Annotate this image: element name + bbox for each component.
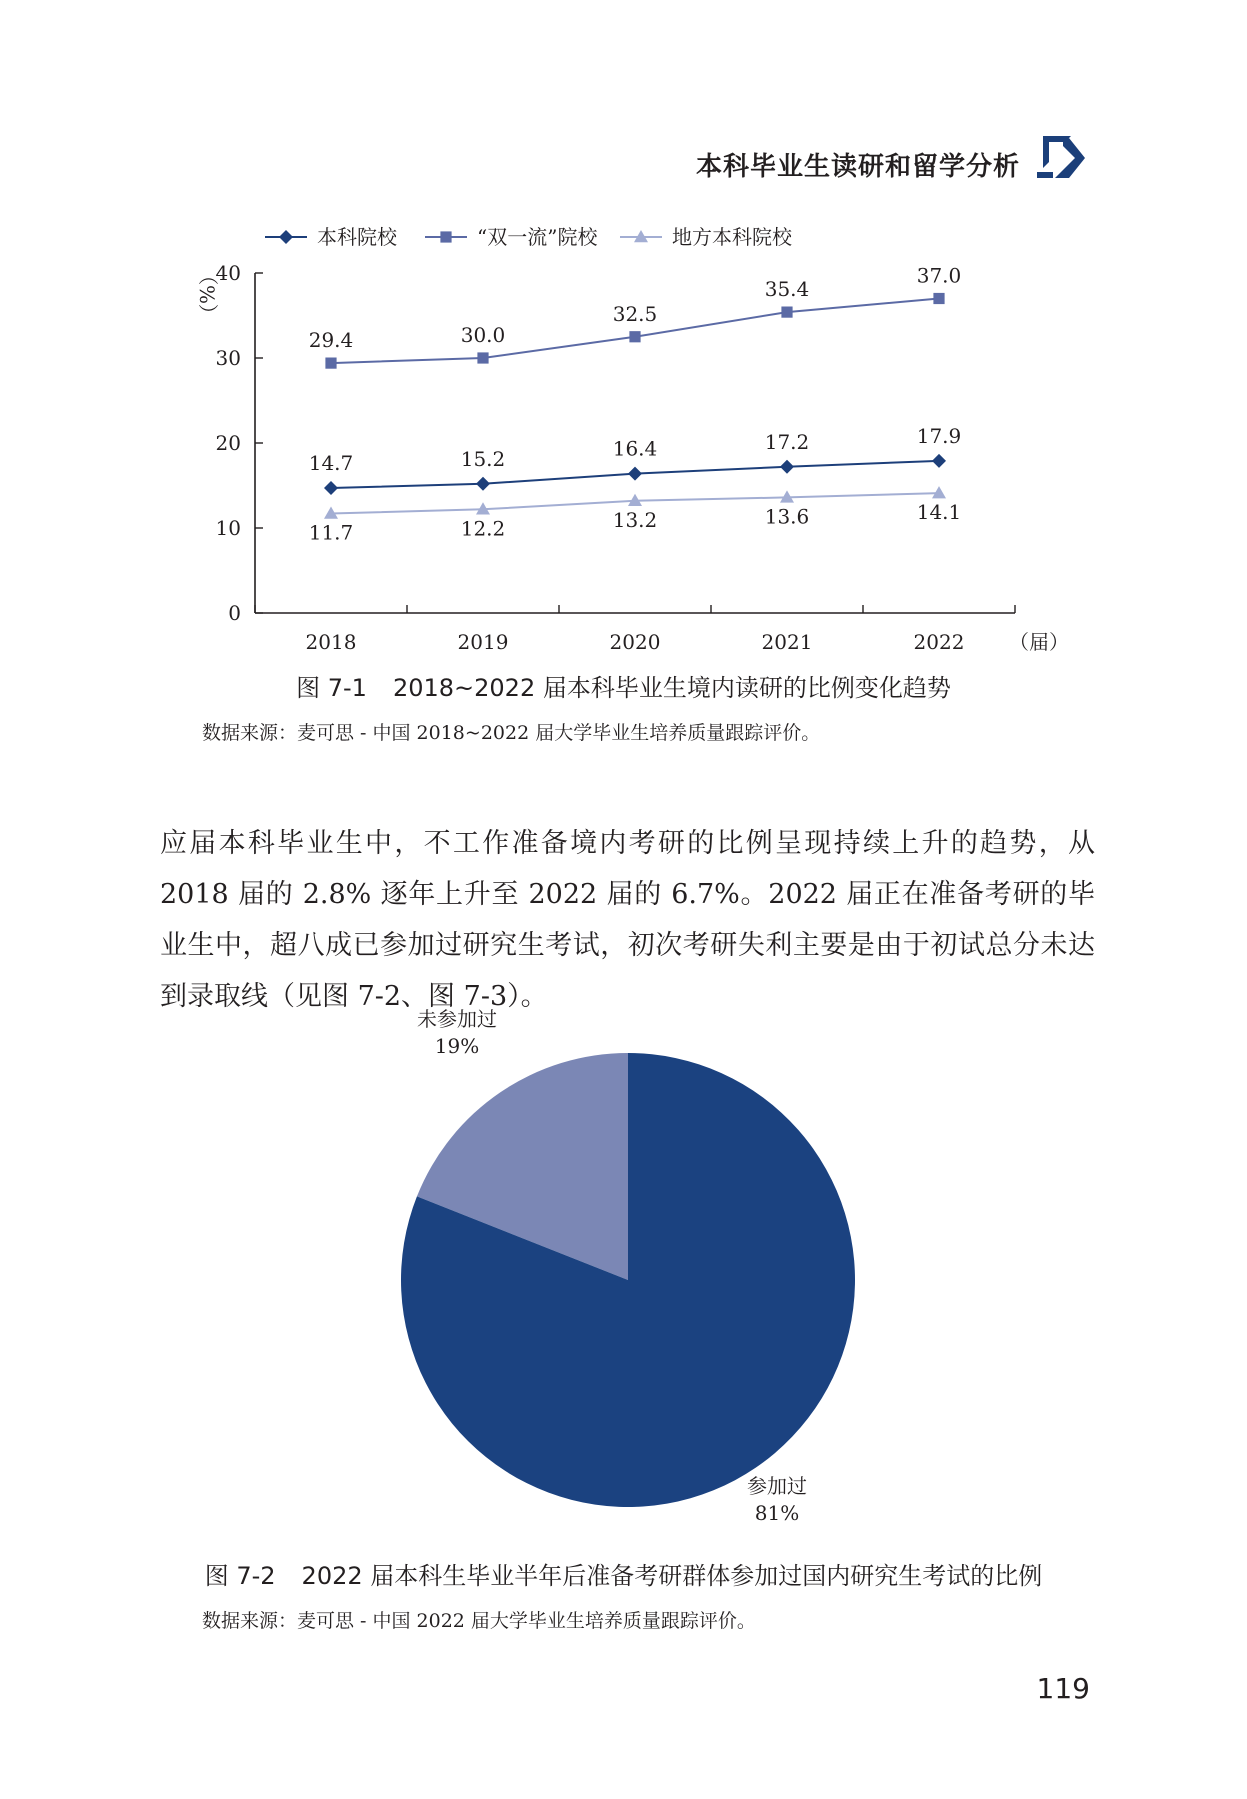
chapter-bracket-logo-icon bbox=[1035, 132, 1095, 182]
page-number: 119 bbox=[1036, 1672, 1090, 1705]
data-label: 12.2 bbox=[460, 516, 506, 541]
y-tick-label: 20 bbox=[215, 431, 241, 455]
data-label: 17.2 bbox=[764, 429, 810, 454]
legend-label-2: 地方本科院校 bbox=[672, 225, 792, 249]
data-point-0-3 bbox=[780, 460, 794, 474]
data-label: 35.4 bbox=[764, 277, 810, 302]
data-point-1-1 bbox=[477, 352, 488, 363]
x-tick-label: 2020 bbox=[609, 630, 661, 654]
pie-chart bbox=[380, 1007, 880, 1545]
data-point-0-2 bbox=[628, 467, 642, 481]
data-label: 14.7 bbox=[308, 451, 354, 476]
data-label: 15.2 bbox=[460, 446, 506, 471]
y-tick-label: 30 bbox=[215, 346, 241, 370]
data-label: 17.9 bbox=[916, 423, 962, 448]
y-axis-label: （%） bbox=[195, 265, 219, 325]
section-title: 本科毕业生读研和留学分析 bbox=[695, 152, 1020, 182]
pie-label-name-1: 参加过 bbox=[747, 1474, 807, 1498]
figure1-source: 数据来源：麦可思 - 中国 2018~2022 届大学毕业生培养质量跟踪评价。 bbox=[202, 722, 821, 744]
line-chart bbox=[180, 225, 1080, 660]
figure2-title: 2022 届本科生毕业半年后准备考研群体参加过国内研究生考试的比例 bbox=[301, 1562, 1043, 1590]
x-tick-label: 2021 bbox=[761, 630, 813, 654]
data-point-0-4 bbox=[932, 454, 946, 468]
body-paragraph: 应届本科毕业生中，不工作准备境内考研的比例呈现持续上升的趋势，从 2018 届的 2.8% 逐年上升至 2022 届的 6.7%。2022 届正在准备考研的毕业生中，超八成已参加过研究生考试，初次考研失利主要是由于初试总分未达到录取线（见图 7-2、图 7-3）。 bbox=[160, 828, 1095, 1012]
pie-label-value-1: 81% bbox=[754, 1501, 800, 1525]
data-point-1-2 bbox=[629, 331, 640, 342]
figure2-number: 图 7-2 bbox=[204, 1562, 276, 1590]
x-tick-label: 2018 bbox=[305, 630, 357, 654]
data-label: 16.4 bbox=[612, 436, 658, 461]
data-label: 14.1 bbox=[916, 500, 962, 525]
figure1-number: 图 7-1 bbox=[296, 674, 367, 702]
data-point-0-1 bbox=[476, 477, 490, 491]
data-point-1-4 bbox=[933, 293, 944, 304]
x-tick-label: 2019 bbox=[457, 630, 509, 654]
legend-label-0: 本科院校 bbox=[317, 225, 397, 249]
pie-label-value-0: 19% bbox=[434, 1034, 480, 1058]
figure1-caption bbox=[0, 668, 1247, 703]
data-point-2-4 bbox=[932, 486, 946, 498]
y-tick-label: 0 bbox=[228, 601, 241, 625]
figure2-caption bbox=[0, 1556, 1247, 1591]
data-label: 13.6 bbox=[764, 504, 810, 529]
data-point-1-0 bbox=[325, 358, 336, 369]
x-axis-label: （届） bbox=[1009, 630, 1069, 654]
y-tick-label: 10 bbox=[215, 516, 241, 540]
legend-marker-0 bbox=[279, 230, 293, 244]
figure1-title: 2018~2022 届本科毕业生境内读研的比例变化趋势 bbox=[392, 674, 951, 702]
data-label: 37.0 bbox=[916, 263, 962, 288]
data-label: 13.2 bbox=[612, 507, 658, 532]
data-label: 30.0 bbox=[460, 323, 506, 347]
data-point-0-0 bbox=[324, 481, 338, 495]
figure2-source: 数据来源：麦可思 - 中国 2022 届大学毕业生培养质量跟踪评价。 bbox=[202, 1610, 756, 1632]
data-point-1-3 bbox=[781, 307, 792, 318]
data-label: 11.7 bbox=[308, 520, 354, 545]
y-tick-label: 40 bbox=[215, 261, 241, 285]
x-tick-label: 2022 bbox=[913, 630, 965, 654]
pie-label-name-0: 未参加过 bbox=[417, 1007, 497, 1031]
data-label: 32.5 bbox=[612, 301, 658, 326]
data-label: 29.4 bbox=[308, 328, 354, 353]
legend-label-1: “双一流”院校 bbox=[477, 225, 598, 249]
legend-marker-1 bbox=[440, 231, 451, 242]
